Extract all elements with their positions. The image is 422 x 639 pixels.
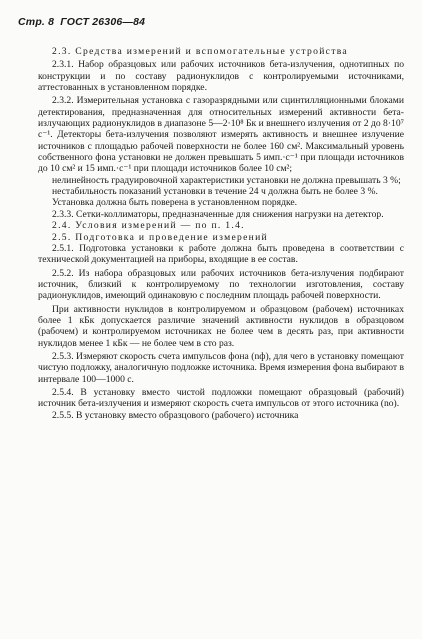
page-number: Стр. 8 (18, 16, 55, 28)
standard-designation: ГОСТ 26306—84 (60, 16, 146, 28)
page-header (18, 16, 145, 28)
paragraph-2-5-1: 2.5.1. Подготовка установки к работе должна быть проведена в соответствии с технической документацией на приборы, входящие в ее состав. (38, 242, 404, 266)
section-heading-2-3: 2.3. Средства измерений и вспомогательные устройства (52, 46, 348, 57)
section-heading-2-4: 2.4. Условия измерений — по п. 1.4. (52, 220, 245, 232)
paragraph-2-5-3: 2.5.3. Измеряют скорость счета импульсов фона (nф), для чего в установку помещают чистую подложку, аналогичную подложке источника. Время измерения фона выбирают в интервале 100—1000 с. (38, 350, 404, 385)
paragraph-nonlinearity: нелинейность градуировочной характеристики установки не должна превышать 3 %; (52, 174, 401, 186)
document-body (38, 46, 404, 421)
paragraph-verification: Установка должна быть поверена в установленном порядке. (52, 197, 298, 209)
paragraph-2-5-4: 2.5.4. В установку вместо чистой подложки помещают образцовый (рабочий) источник бета-излучения и измеряют скорость счета импульсов от этого источника (nо). (38, 386, 404, 410)
paragraph-2-3-3: 2.3.3. Сетки-коллиматоры, предназначенные для снижения нагрузки на детектор. (52, 208, 384, 220)
paragraph-2-3-1: 2.3.1. Набор образцовых или рабочих источников бета-излучения, однотипных по конструкции и по составу радионуклидов с контролируемыми источниками, аттестованных в установленном порядке. (38, 59, 404, 94)
paragraph-2-3-2: 2.3.2. Измерительная установка с газоразрядными или сцинтилляционными блоками детектирования, предназначенная для относительных измерений активности бета-излучающих радионуклидов в диапазоне 5—2·10⁸ Бк и внешнего излучения от 2 до 8·10⁷ с⁻¹. Детекторы бета-излучения позволяют измерять активность и внешнее излучение источников с площадью рабочей поверхности не более 160 см². Максимальный уровень собственного фона установки не должен превышать 5 имп.·с⁻¹ при площади источников до 10 см² и 15 имп.·с⁻¹ при площади источников более 10 см²; (38, 95, 404, 175)
section-heading-2-5: 2.5. Подготовка и проведение измерений (52, 231, 268, 243)
paragraph-instability: нестабильность показаний установки в течение 24 ч должна быть не более 3 %. (52, 186, 378, 198)
paragraph-2-5-5: 2.5.5. В установку вместо образцового (рабочего) источника (52, 409, 299, 421)
paragraph-activity-difference: При активности нуклидов в контролируемом и образцовом (рабочем) источниках более 1 кБк допускается различие значений активности нуклидов в образцовом (рабочем) и контролируемом источниках не более чем в десять раз, при активности нуклидов менее 1 кБк — не более чем в сто раз. (38, 303, 404, 349)
paragraph-2-5-2: 2.5.2. Из набора образцовых или рабочих источников бета-излучения подбирают источник, близкий к контролируемому по технологии изготовления, составу радионуклидов, имеющий одинаковую с последним площадь рабочей поверхности. (38, 267, 404, 302)
